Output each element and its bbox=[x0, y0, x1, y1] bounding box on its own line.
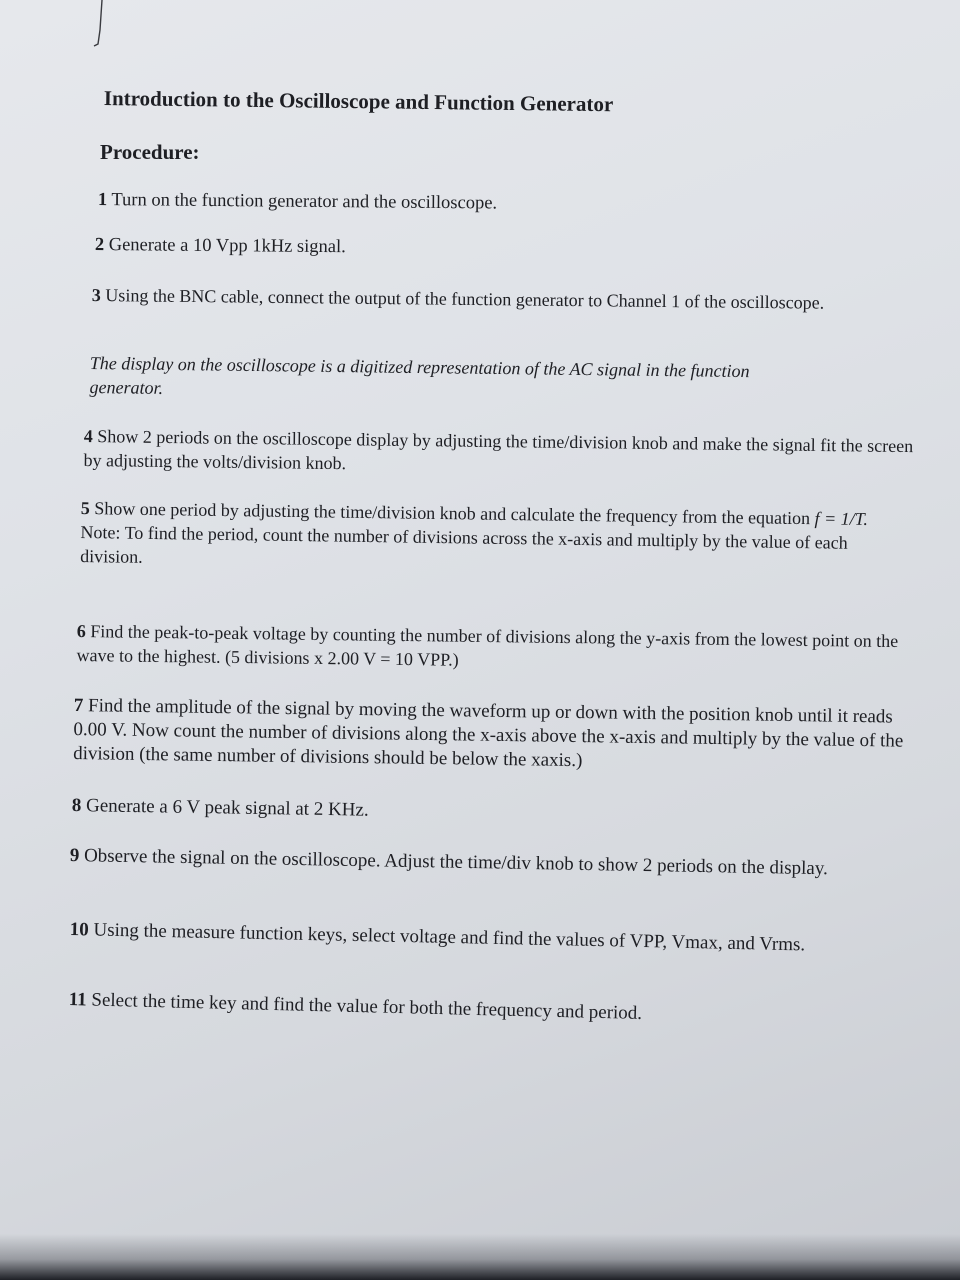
step-number: 3 bbox=[91, 284, 101, 306]
step-6 bbox=[76, 619, 907, 677]
step-number: 10 bbox=[69, 918, 89, 941]
step-text: Turn on the function generator and the oscilloscope. bbox=[111, 190, 498, 214]
step-text: Select the time key and find the value for both the frequency and period. bbox=[91, 989, 643, 1025]
step-text: Show 2 periods on the oscilloscope display by adjusting the time/division knob and make the signal fit the screen by adjusting the volts/division knob. bbox=[83, 426, 914, 474]
step-3 bbox=[92, 283, 852, 315]
step-number: 2 bbox=[94, 234, 105, 256]
step-5 bbox=[80, 496, 891, 579]
step-text: Using the measure function keys, select voltage and find the values of VPP, Vmax, and Vrms. bbox=[93, 919, 806, 956]
step-number: 6 bbox=[76, 620, 86, 642]
pen-mark bbox=[92, 0, 106, 48]
document-title: Introduction to the Oscilloscope and Function Generator bbox=[103, 86, 614, 117]
step-number: 5 bbox=[80, 497, 90, 519]
step-text: Find the peak-to-peak voltage by counting the number of divisions along the y-axis from the lowest point on the wave to the highest. (5 divisions x 2.00 V = 10 VPP.) bbox=[76, 621, 899, 670]
step-1 bbox=[98, 188, 497, 215]
step-number: 7 bbox=[73, 694, 84, 717]
step-text: Generate a 10 Vpp 1kHz signal. bbox=[108, 235, 346, 258]
step-number: 1 bbox=[97, 189, 108, 211]
step-10 bbox=[69, 918, 929, 960]
step-number: 9 bbox=[69, 844, 80, 867]
italic-note: The display on the oscilloscope is a digitized representation of the AC signal in the function generator. bbox=[89, 352, 750, 398]
step-number: 11 bbox=[68, 988, 87, 1011]
step-8 bbox=[72, 794, 369, 823]
step-9 bbox=[70, 844, 890, 882]
step-text: Generate a 6 V peak signal at 2 KHz. bbox=[85, 795, 369, 821]
frequency-equation: f = 1/T. bbox=[814, 508, 869, 529]
step-number: 4 bbox=[83, 425, 93, 447]
step-text: Show one period by adjusting the time/division knob and calculate the frequency from the equation bbox=[94, 498, 811, 529]
step-4 bbox=[83, 424, 914, 482]
step-number: 8 bbox=[71, 794, 82, 817]
step-2 bbox=[95, 233, 346, 259]
step-text: Using the BNC cable, connect the output of the function generator to Channel 1 of the oscilloscope. bbox=[105, 285, 825, 313]
procedure-heading: Procedure: bbox=[100, 140, 200, 164]
step-text: Find the amplitude of the signal by moving the waveform up or down with the position knob until it reads 0.00 V. Now count the number of divisions along the x-axis above the x-axis and multiply by the value of the division (the same number of divisions should be below the xaxis.) bbox=[73, 695, 904, 772]
step-5-note: Note: To find the period, count the number of divisions across the x-axis and multiply by the value of each division. bbox=[80, 521, 848, 567]
step-11 bbox=[68, 988, 828, 1031]
step-text: Observe the signal on the oscilloscope. Adjust the time/div knob to show 2 periods on the display. bbox=[83, 845, 829, 880]
step-7 bbox=[73, 694, 924, 778]
table-edge-shadow bbox=[0, 1234, 960, 1280]
